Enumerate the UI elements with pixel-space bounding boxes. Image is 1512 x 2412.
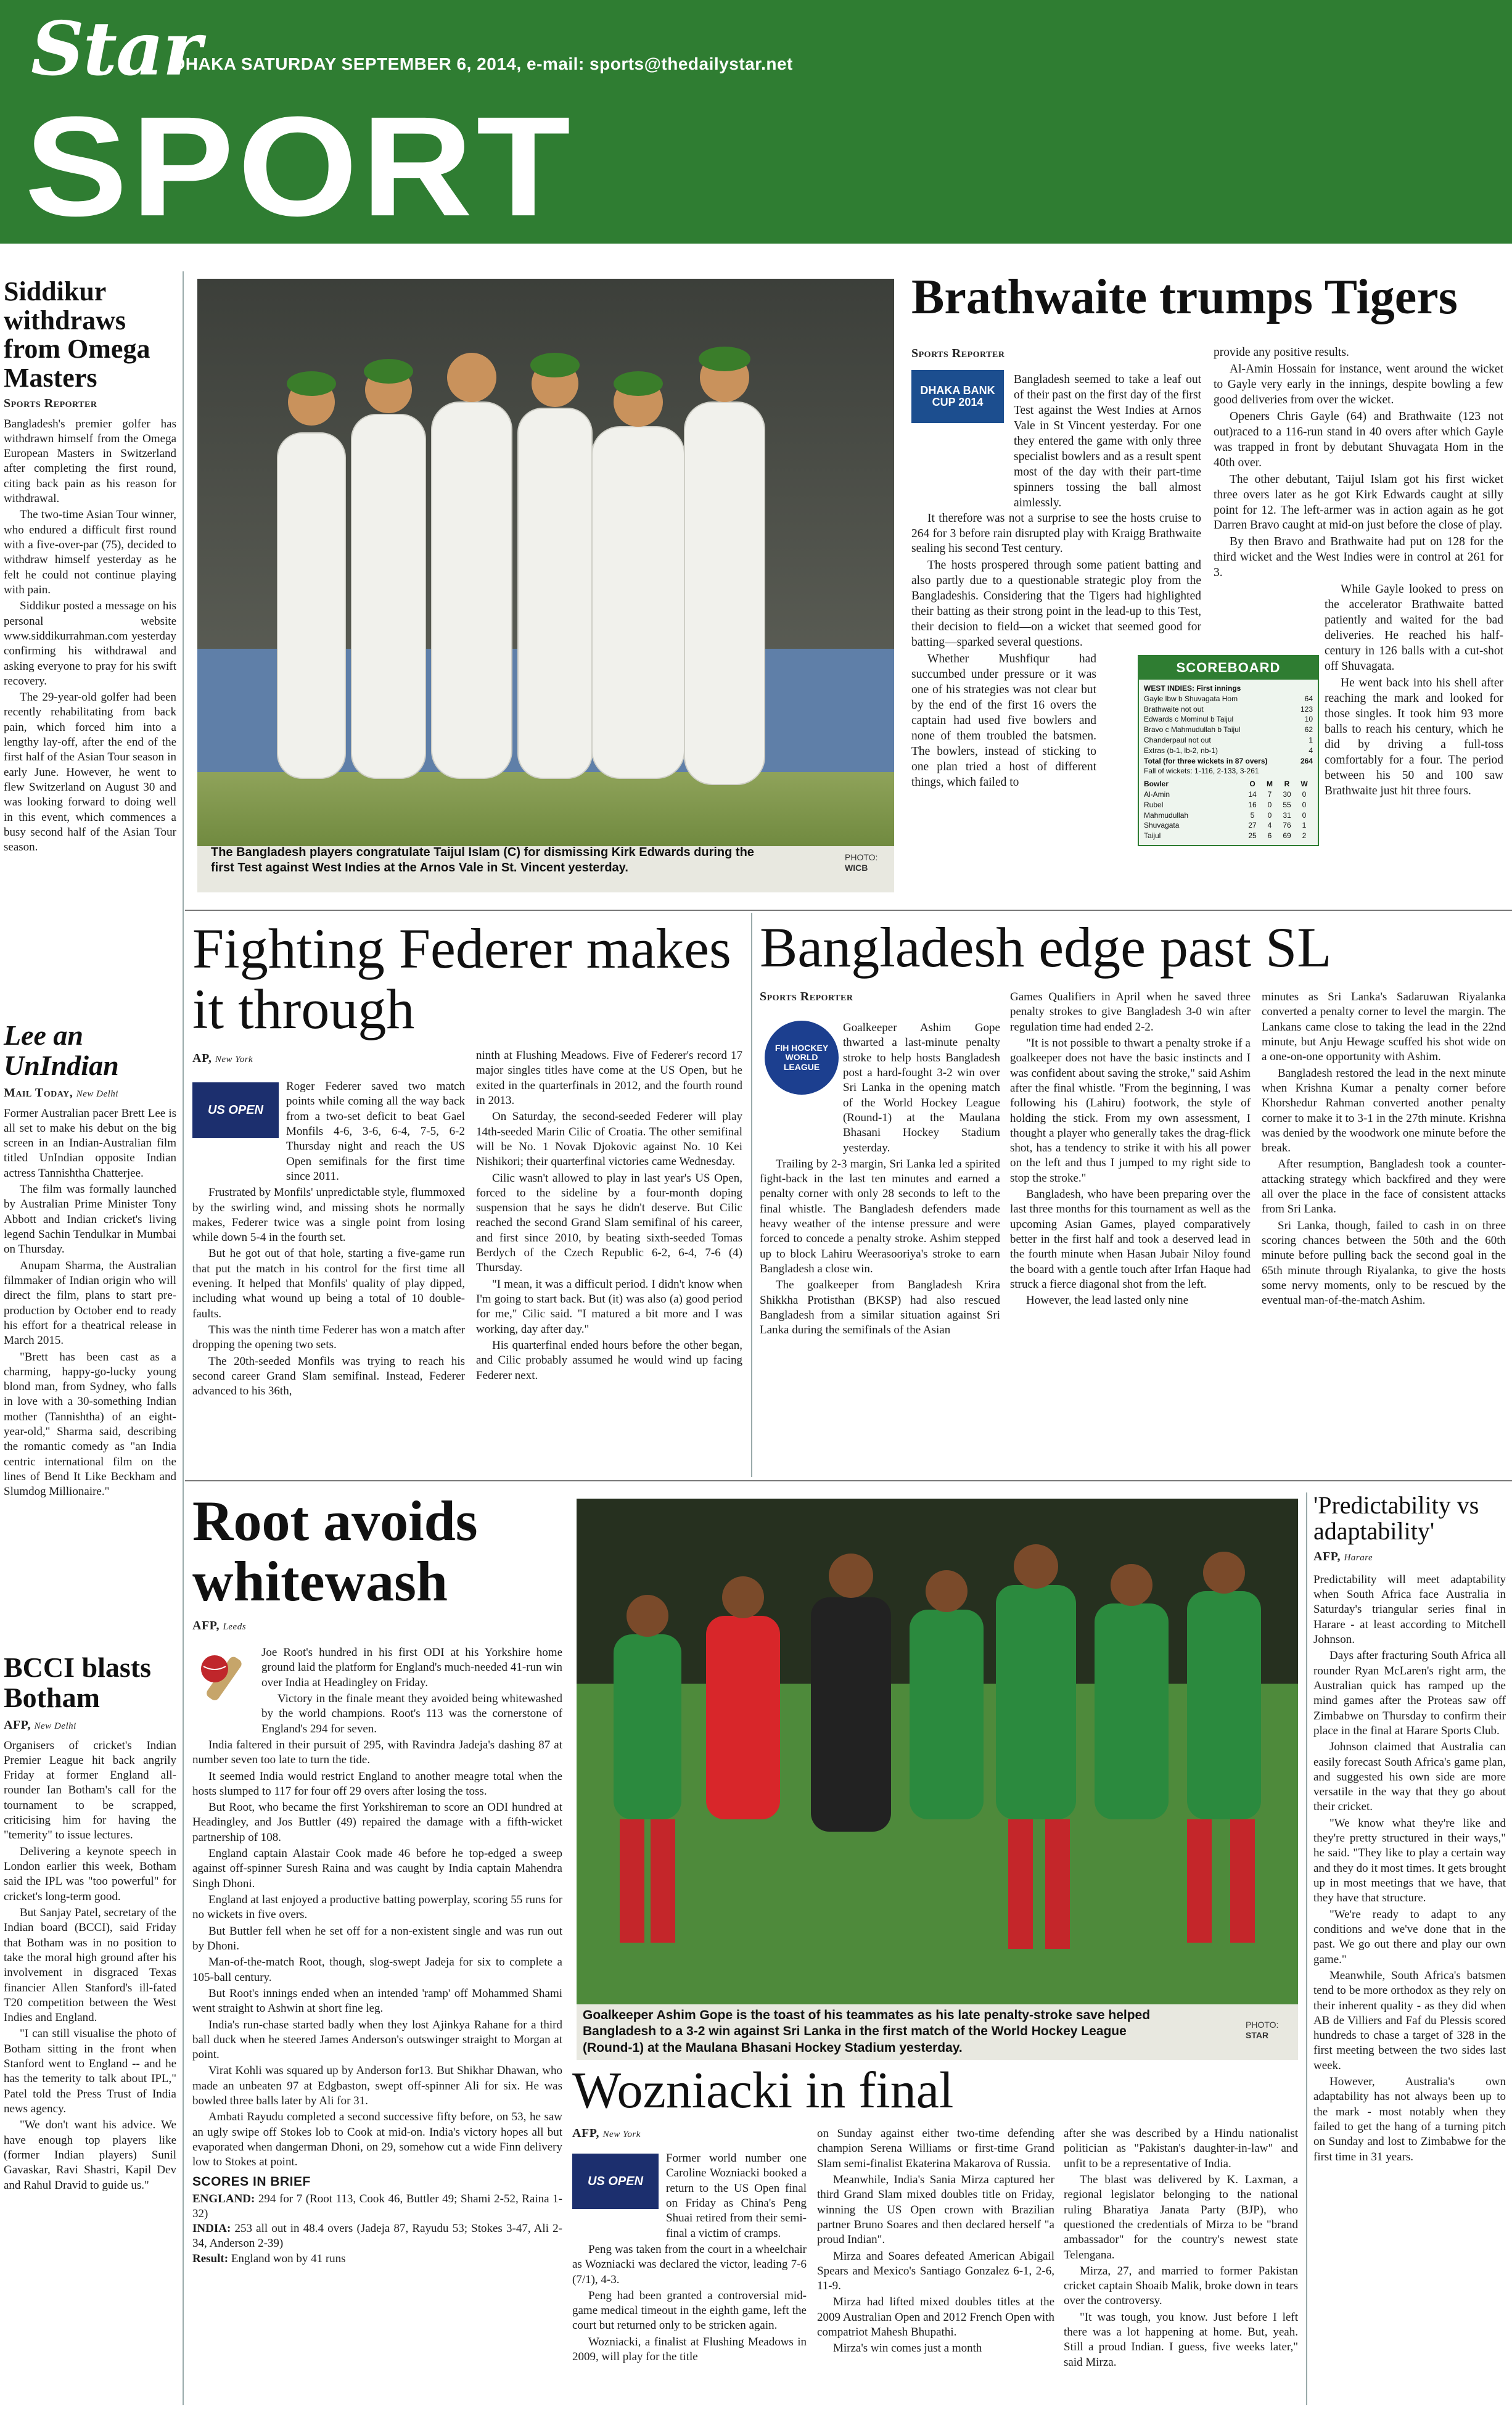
bowling-figure: 25 (1248, 831, 1257, 841)
paragraph: Organisers of cricket's Indian Premier League hit back angrily Friday at former England all-rounder Ian Botham's call for the tournament to be scrapped, criticising him for having the "temerity" to issue lectures. (4, 1739, 176, 1842)
runs: 62 (1304, 725, 1313, 735)
paragraph: "We're ready to adapt to any conditions and we've done that in the past. We go out there and play our own game." (1313, 1908, 1506, 1966)
paragraph: Johnson claimed that Australia can easily forecast South Africa's game plan, and suggested his own side are more versatile in the way that they go about their cricket. (1313, 1740, 1506, 1814)
paragraph: Bangladesh, who have been preparing over the last three months for this tournament as well as the upcoming Asian Games, played comparatively better in the first half and took a deserved lead in the fourth minute when Hasan Jubair Niloy found the board with a gentle touch after Irfan Haque had struck a fierce diagonal shot from the left. (1010, 1188, 1251, 1291)
column-rule (183, 271, 184, 2405)
paragraph: His quarterfinal ended hours before the other began, and Cilic probably assumed he would wind up facing Federer next. (476, 1338, 742, 1382)
paragraph: Mirza had lifted mixed doubles titles at the 2009 Australian Open and 2012 French Open with compatriot Mahesh Bhupathi. (817, 2295, 1054, 2339)
paragraph: India faltered in their pursuit of 295, with Ravindra Jadeja's dashing 87 at number seven too late to turn the tide. (192, 1738, 562, 1767)
bowler-name: Al-Amin (1144, 789, 1170, 799)
column-rule (751, 913, 752, 1477)
headline: Fighting Federer makes it through (192, 917, 731, 1040)
paragraph: Man-of-the-match Root, though, slog-swept Jadeja for six to complete a 105-ball century. (192, 1956, 562, 1984)
batting-row (1144, 694, 1313, 704)
bowling-figure: 55 (1283, 800, 1291, 809)
byline (192, 1052, 253, 1066)
paragraph: Meanwhile, South Africa's batsmen tend to be more orthodox as they rely on their inherent quality - as they did when AB de Villiers and Faf du Plessis scored hundreds to chase a target of 328 in the first meeting between the two sides last week. (1313, 1969, 1506, 2072)
paragraph: England captain Alastair Cook made 46 before he top-edged a sweep against off-spinner Suresh Raina and was caught by India captain Mahendra Singh Dhoni. (192, 1847, 562, 1890)
runs: 123 (1300, 704, 1313, 714)
paragraph: "I mean, it was a difficult period. I didn't know when I'm going to start back. But (it) was also (a) good period for me," Cilic said. "I matured a bit more and I was working, day after day." (476, 1277, 742, 1336)
headline: Root avoids whitewash (192, 1489, 478, 1613)
siddikur-story (4, 278, 176, 857)
paragraph: Meanwhile, India's Sania Mirza captured her third Grand Slam mixed doubles title on Friday, winning the US Open crown with Brazilian partner Bruno Soares and then declared herself "a proud Indian". (817, 2173, 1054, 2247)
photo-credit-label: PHOTO: (845, 852, 878, 862)
paragraph: India's run-chase started badly when they lost Ajinkya Rahane for a third ball duck when he steered James Anderson's outswinger straight to Morgan at point. (192, 2018, 562, 2062)
scoreboard-body (1139, 680, 1318, 845)
paragraph: But Sanjay Patel, secretary of the Indian board (BCCI), said Friday that Botham was in no position to take the moral high ground after his involvement in disgraced Texas financier Allen Stanford's ill-fated T20 competition between the West Indies and England. (4, 1906, 176, 2025)
paragraph: But Root, who became the first Yorkshireman to score an ODI hundred at Headingley, and Jos Buttler (49) repaired the damage with a fifth-wicket partnership of 108. (192, 1801, 562, 1844)
photo-credit (845, 852, 888, 873)
batsman: Bravo c Mahmudullah b Taijul (1144, 725, 1241, 735)
bowling-figure: 27 (1248, 821, 1257, 830)
masthead (0, 0, 1512, 244)
bowling-figure: W (1300, 780, 1308, 789)
score-line (192, 2252, 562, 2266)
paragraph: The film was formally launched by Australian Prime Minister Tony Abbott and Indian cricket's living legend Sachin Tendulkar in Mumbai on Thursday. (4, 1183, 176, 1256)
batting-row (1144, 725, 1313, 735)
bowling-figure: 2 (1302, 831, 1307, 841)
paragraph: Al-Amin Hossain for instance, went around the wicket to Gayle very early in the innings, despite bowling a few good deliveries from over the wicket. (1214, 362, 1503, 406)
runs: 64 (1304, 694, 1313, 703)
paragraph: Days after fracturing South Africa all rounder Ryan McLaren's right arm, the Australian quick has ramped up the mind games after the Proteas saw off Zimbabwe on Thursday to confirm their place in the final at Harare Sports Club. (1313, 1649, 1506, 1737)
paragraph: Bangladesh seemed to take a leaf out of their past on the first day of the first Test against the West Indies at Arnos Vale in St Vincent yesterday. For one they entered the game with only three specialist bowlers and as a result spent most of the day with their part-time spinners tossing the ball almost aimlessly. (1014, 373, 1201, 509)
paragraph: Openers Chris Gayle (64) and Brathwaite (123 not out)raced to a 116-run stand in 40 overs after which Gayle was trapped in front by debutant Shuvagata Hom in the 40th over. (1214, 410, 1503, 469)
hockey-photo-image (577, 1499, 1298, 2060)
bowling-figure: 76 (1283, 821, 1291, 830)
bowler-name: Mahmudullah (1144, 810, 1189, 820)
paragraph: Mirza and Soares defeated American Abigail Spears and Mexico's Santiago Gonzalez 6-1, 2-6, 11-9. (817, 2249, 1054, 2293)
photo-credit-label: PHOTO: (1246, 2020, 1279, 2030)
paragraph: on Sunday against either two-time defending champion Serena Williams or first-time Grand Slam semi-finalist Ekaterina Makarova of Russia. (817, 2127, 1054, 2170)
photo-credit-source: WICB (845, 862, 868, 873)
scores-in-brief (192, 2174, 562, 2266)
federer-col1 (192, 1079, 465, 1401)
dateline: DHAKA SATURDAY SEPTEMBER 6, 2014, e-mail: sports@thedailystar.net (173, 54, 793, 73)
paragraph: England at last enjoyed a productive batting powerplay, scoring 55 runs for no wickets in five overs. (192, 1893, 562, 1922)
bowling-row (1144, 800, 1313, 810)
byline (4, 1086, 176, 1100)
article-body (4, 1106, 176, 1500)
byline-agency: AFP, (1313, 1549, 1341, 1563)
paragraph: Bangladesh's premier golfer has withdrawn himself from the Omega European Masters in Switzerland after completing the first round, citing back pain as his reason for withdrawal. (4, 417, 176, 506)
hockey-col1 (760, 1021, 1000, 1340)
paragraph: Cilic wasn't allowed to play in last year's US Open, forced to the sideline by a four-month doping suspension that he says he didn't deserve. But Cilic reached the second Grand Slam semifinal of his career, and first since 2010, by beating sixth-seeded Tomas Berdych of the Czech Republic 6-2, 6-4, 7-6 (4) Thursday. (476, 1171, 742, 1275)
score-text: 253 all out in 48.4 overs (Jadeja 87, Rayudu 53; Stokes 3-47, Ali 2-34, Anderson 2-39) (192, 2222, 562, 2250)
paragraph: after she was described by a Hindu nationalist politician as "Pakistan's daughter-in-law" and unfit to be a representative of India. (1064, 2127, 1298, 2170)
bowler-name: Rubel (1144, 800, 1164, 809)
logo-text: FIH HOCKEY WORLD LEAGUE (774, 1042, 829, 1072)
paragraph: "Brett has been cast as a charming, happy-go-lucky young blond man, from Sydney, who falls in love with a 30-something Indian mother (Tannishtha) of an eight-year-old," Sharma said, describing the romantic comedy as "an India centric international film on the lines of Bend It Like Beckham and Slumdog Millionaire." (4, 1350, 176, 1499)
score-text: 294 for 7 (Root 113, Cook 46, Buttler 49; Shami 2-52, Raina 1-32) (192, 2192, 563, 2220)
federer-col2 (476, 1048, 742, 1385)
hockey-col2 (1010, 990, 1251, 1310)
paragraph: The 29-year-old golfer had been recently rehabilitating from back pain, which forced him into a lengthy lay-off, after the end of the first half of the Asian Tour season in early June. However, he went to flew Switzerland on August 30 and was looking forward to doing well in this event, which commences a busy second half of the Asian Tour season. (4, 691, 176, 854)
paragraph: Peng had been granted a controversial mid-game medical timeout in the eighth game, left the court but returned only to be stricken again. (572, 2289, 807, 2332)
cricket-photo-image (197, 279, 894, 892)
paragraph: Frustrated by Monfils' unpredictable style, flummoxed by the swirling wind, and missing shots he normally makes, Federer twice was a single point from losing while down 5-4 in the fourth set. (192, 1186, 465, 1245)
headline: Lee an UnIndian (4, 1019, 119, 1081)
logo-text: DHAKA BANK CUP 2014 (920, 384, 995, 408)
bowling-row (1144, 810, 1313, 821)
paragraph: Ambati Rayudu completed a second successive fifty before, on 53, he saw an ugly swipe off Stokes lob to Cook at mid-on. India's victory hopes all but evaporated when dangerman Dhoni, on 29, somehow cut a wide Finn delivery low to Stokes at point. (192, 2110, 562, 2169)
batsman: Gayle lbw b Shuvagata Hom (1144, 694, 1238, 703)
paragraph: provide any positive results. (1214, 346, 1349, 359)
paragraph: "We know what they're like and they're pretty structured in their ways," he said. "They like to play a certain way and they do it most times. It gets brought up in most meetings that we have, that they have that structure. (1313, 1816, 1506, 1905)
fall-of-wickets: Fall of wickets: 1-116, 2-133, 3-261 (1144, 767, 1259, 776)
byline (4, 1718, 176, 1732)
byline (192, 1619, 246, 1633)
photo-caption: Goalkeeper Ashim Gope is the toast of his teammates as his late penalty-stroke save helped Bangladesh to a 3-2 win against Sri Lanka in the first match of the World Hockey League (Round-1) at the Maulana Bhasani Hockey Stadium yesterday. (583, 2008, 1151, 2055)
bowling-figure: 4 (1267, 821, 1272, 830)
runs: 1 (1309, 735, 1313, 744)
brand-logo: Star (31, 6, 201, 93)
paragraph: But he got out of that hole, starting a five-game run that put the match in his control for the first time all evening. It helped that Monfils' quality of play dipped, including what wound up being a total of 10 double-faults. (192, 1247, 465, 1320)
headline: Bangladesh edge past SL (760, 916, 1332, 979)
paragraph: Peng was taken from the court in a wheelchair as Wozniacki was declared the victor, leading 7-6 (7/1), 4-3. (572, 2242, 807, 2286)
paragraph: The other debutant, Taijul Islam got his first wicket three overs later as he got Kirk Edwards caught at silly point for 12. The left-armer was in action again as he got Darren Bravo caught at mid-on just before the close of play. (1214, 472, 1503, 532)
paragraph: Joe Root's hundred in his first ODI at his Yorkshire home ground laid the platform for England's much-needed 41-run win over India at Headingley on Friday. (261, 1646, 562, 1689)
paragraph: However, Australia's own adaptability has not always been up to the mark - most notably when they failed to get the hang of a turning pitch on Sunday and lost to Zimbabwe for the first time in 31 years. (1313, 2075, 1506, 2163)
byline (572, 2126, 641, 2141)
paragraph: Bangladesh restored the lead in the next minute when Krishna Kumar a penalty corner before Khorshedur Rahman converted another penalty corner to make it to 3-1 in the 27th minute. Krishna was denied by the woodwork one minute before the break. (1262, 1066, 1506, 1155)
innings-title: WEST INDIES: First innings (1144, 684, 1241, 693)
paragraph: "It was tough, you know. Just before I left there was a lot happening at home. But, yeah. Still a proud Indian. I guess, five weeks later," said Mirza. (1064, 2310, 1298, 2369)
paragraph: Victory in the finale meant they avoided being whitewashed by the world champions. Root's 113 was the cornerstone of England's 294 for seven. (261, 1692, 562, 1735)
bowler-name: Taijul (1144, 831, 1161, 841)
photo-credit (1246, 2020, 1292, 2041)
paragraph: Siddikur posted a message on his personal website www.siddikurrahman.com yesterday confirming his withdrawal and asking everyone to pray for his swift recovery. (4, 599, 176, 688)
score-label: ENGLAND: (192, 2192, 255, 2205)
section-rule (185, 910, 1512, 911)
score-line (192, 2192, 562, 2222)
byline-location: New York (602, 2130, 641, 2139)
batsman: Edwards c Mominul b Taijul (1144, 715, 1234, 724)
lee-story (4, 1021, 176, 1501)
bowling-figure: 7 (1267, 789, 1272, 799)
paragraph: The 20th-seeded Monfils was trying to reach his second career Grand Slam semifinal. Instead, Federer advanced to his 36th, (192, 1354, 465, 1398)
bowling-figure: 1 (1302, 821, 1307, 830)
score-label: Result: (192, 2252, 229, 2265)
scores-title: SCORES IN BRIEF (192, 2174, 311, 2189)
hockey-photo (577, 1499, 1298, 2060)
bowling-row (1144, 831, 1313, 841)
photo-credit-source: STAR (1246, 2030, 1269, 2040)
predictability-story (1313, 1492, 1506, 2166)
bowling-figure: R (1284, 780, 1290, 789)
paragraph: Whether Mushfiqur had succumbed under pressure or it was one of his strategies was not clear but by the end of the first 16 overs the captain had used five bowlers and none of them troubled the batsmen. The bowlers, instead of sticking to one plan tried a host of different things, which failed to (911, 652, 1096, 789)
byline-agency: AP, (192, 1052, 212, 1065)
byline-agency: AFP, (192, 1619, 220, 1632)
bowling-figure: M (1267, 780, 1273, 789)
paragraph: He went back into his shell after reaching the mark and looked for those singles. It took him 93 more balls to reach his century, which he did by driving a full-toss comfortably for a four. The period between his 50 and 100 saw Brathwaite just hit three fours. (1325, 677, 1503, 797)
byline-agency: AFP, (4, 1718, 31, 1732)
paragraph: Mirza's win comes just a month (833, 2342, 982, 2355)
paragraph: "We don't want his advice. We have enough top players like (former Indian players) Sunil Gavaskar, Ravi Shastri, Kapil Dev and Rahul Dravid to guide us." (4, 2118, 176, 2192)
paragraph: Mirza, 27, and married to former Pakistan cricket captain Shoaib Malik, broke down in tears over the controversy. (1064, 2264, 1298, 2308)
byline: Sports Reporter (760, 990, 853, 1003)
headline: 'Predictability vs adaptability' (1313, 1491, 1479, 1546)
runs: 4 (1309, 746, 1313, 755)
wozniacki-col2 (817, 2126, 1054, 2358)
byline: Sports Reporter (911, 347, 1005, 360)
bowler-name: Shuvagata (1144, 821, 1180, 830)
bowling-figure: 69 (1283, 831, 1291, 841)
wozniacki-col3 (1064, 2126, 1298, 2371)
batting-row (1144, 704, 1313, 715)
bowling-figure: 0 (1302, 800, 1307, 809)
paragraph: Predictability will meet adaptability when South Africa face Australia in Saturday's triangular series final in Harare - at least according to Mitchell Johnson. (1313, 1573, 1506, 1647)
batsman: Chanderpaul not out (1144, 735, 1211, 744)
byline-location: New Delhi (34, 1721, 76, 1731)
bowling-figure: 14 (1248, 789, 1257, 799)
bowling-figure: 0 (1267, 810, 1272, 820)
root-body (192, 1645, 562, 2266)
batting-row (1144, 746, 1313, 756)
paragraph: Delivering a keynote speech in London earlier this week, Botham said the IPL was "too powerful" for cricket's long-term good. (4, 1845, 176, 1903)
headline: Wozniacki in final (572, 2062, 954, 2119)
batsman: Brathwaite not out (1144, 704, 1204, 714)
paragraph: Virat Kohli was squared up by Anderson for13. But Shikhar Dhawan, who made an unbeaten 97 at Edgbaston, swept off-spinner Ali for six. He was bowled three balls later by Ali for 31. (192, 2064, 562, 2108)
paragraph: After resumption, Bangladesh took a counter-attacking strategy which backfired and they were all over the place in the face of consistent attacks from Sri Lanka. (1262, 1158, 1506, 1216)
section-title: SPORT (25, 87, 575, 245)
bowling-row (1144, 789, 1313, 800)
column-rule (1306, 1492, 1307, 2405)
hockey-col3 (1262, 990, 1506, 1310)
logo-text: US OPEN (587, 2174, 644, 2188)
paragraph: Roger Federer saved two match points while coming all the way back from a two-set deficit to beat Gael Monfils 4-6, 3-6, 6-4, 7-5, 6-2 Thursday night and reach the US Open semifinals for the first time since 2011. (286, 1080, 465, 1183)
photo-caption: The Bangladesh players congratulate Taijul Islam (C) for dismissing Kirk Edwards during the first Test against West Indies at the Arnos Vale in St. Vincent yesterday. (211, 846, 754, 875)
cricket-photo (197, 279, 894, 892)
scoreboard-title: SCOREBOARD (1139, 656, 1318, 680)
wozniacki-col1 (572, 2151, 807, 2366)
byline-location: Harare (1344, 1552, 1373, 1563)
paragraph: Games Qualifiers in April when he saved three penalty strokes to give Bangladesh 3-0 win after regulation time had ended 2-2. (1010, 990, 1251, 1034)
article-body (4, 417, 176, 855)
paragraph: It seemed India would restrict England to another meagre total when the hosts slumped to 117 for four off 29 overs after losing the toss. (192, 1769, 562, 1798)
byline-agency: AFP, (572, 2126, 600, 2140)
paragraph: Wozniacki, a finalist at Flushing Meadows in 2009, will play for the title (572, 2335, 807, 2364)
score-line (192, 2221, 562, 2252)
byline-location: New Delhi (76, 1089, 118, 1099)
paragraph: It therefore was not a surprise to see the hosts cruise to 264 for 3 before rain disrupted play with Kraigg Brathwaite sealing his second Test century. (911, 511, 1201, 556)
bowling-figure: 6 (1267, 831, 1272, 841)
paragraph: Trailing by 2-3 margin, Sri Lanka led a spirited fight-back in the last ten minutes and earned a penalty corner with only 28 seconds to left to the final whistle. The Bangladesh defenders made heavy weather of the intense pressure and were forced to concede a penalty stroke. Ashim stepped up to block Lahiru Weerasooriya's stroke to earn Bangladesh a close win. (760, 1157, 1000, 1275)
bowling-figure: 0 (1302, 789, 1307, 799)
logo-text: US OPEN (207, 1103, 264, 1117)
paragraph: The blast was delivered by K. Laxman, a regional legislator belonging to the national ruling Bharatiya Janata Party (BJP), who questioned the credentials of Mirza to be "brand ambassador" for the country's newest state Telengana. (1064, 2173, 1298, 2262)
paragraph: This was the ninth time Federer has won a match after dropping the opening two sets. (192, 1323, 465, 1352)
scoreboard (1138, 655, 1319, 846)
batsman: Total (for three wickets in 87 overs) (1144, 756, 1268, 765)
paragraph: By then Bravo and Brathwaite had put on 128 for the third wicket and the West Indies were in control at 261 for 3. (1214, 535, 1503, 580)
paragraph: Goalkeeper Ashim Gope thwarted a last-minute penalty stroke to help hosts Bangladesh post a hard-fought 3-2 win over Sri Lanka in the opening match of the World Hockey League (Round-1) at the Maulana Bhasani Hockey Stadium yesterday. (843, 1021, 1000, 1155)
batting-row (1144, 714, 1313, 725)
paragraph: On Saturday, the second-seeded Federer will play 14th-seeded Marin Cilic of Croatia. The other semifinal will be No. 1 Novak Djokovic against No. 10 Kei Nishikori; their quarterfinal victories came Wednesday. (476, 1110, 742, 1169)
byline-location: New York (215, 1055, 253, 1064)
article-body (4, 1739, 176, 2193)
paragraph: However, the lead lasted only nine (1026, 1294, 1189, 1307)
batting-row (1144, 735, 1313, 746)
section-rule (185, 1480, 1512, 1481)
paragraph: Sri Lanka, though, failed to cash in on three scoring chances between the 50th and the 60th minute before pulling back the second goal in the 65th minute through Riyalanka, to give the hosts some nervy moments, only to be rescued by the eventual man-of-the-match Ashim. (1262, 1219, 1506, 1307)
bowling-figure: 0 (1302, 810, 1307, 820)
paragraph: minutes as Sri Lanka's Sadaruwan Riyalanka converted a penalty corner to level the margin. The Lankans came close to taking the lead in the 22nd minute, but Anju Hewage scuffed his shot wide on a one-on-one opportunity with Ashim. (1262, 990, 1506, 1064)
bowling-figure: 16 (1248, 800, 1257, 809)
bowling-figure: 5 (1250, 810, 1255, 820)
byline: Sports Reporter (4, 396, 97, 410)
bcci-story (4, 1653, 176, 2194)
byline (1313, 1550, 1506, 1564)
batsman: Extras (b-1, lb-2, nb-1) (1144, 746, 1218, 755)
runs: 10 (1304, 715, 1313, 724)
bowling-table (1144, 779, 1313, 841)
score-label: INDIA: (192, 2222, 231, 2236)
bowling-figure: O (1249, 780, 1255, 789)
runs: 264 (1300, 756, 1313, 765)
bowler-name: Bowler (1144, 780, 1169, 789)
article-body (1313, 1573, 1506, 2165)
batting-row (1144, 756, 1313, 767)
bowling-figure: 31 (1283, 810, 1291, 820)
paragraph: ninth at Flushing Meadows. Five of Federer's record 17 major singles titles have come at the US Open, but he exited in the quarterfinals in 2012, and the fourth round in 2013. (476, 1049, 742, 1107)
bowling-figure: 0 (1267, 800, 1272, 809)
paragraph: Anupam Sharma, the Australian filmmaker of Indian origin who will direct the film, plans to start pre-production by October end to ready his effort for a theatrical release in March 2015. (4, 1259, 176, 1348)
paragraph: While Gayle looked to press on the accelerator Brathwaite batted patiently and waited for the bad deliveries. He reached his half-century in 126 balls with a cut-shot off Shuvagata. (1325, 583, 1503, 673)
paragraph: The hosts prospered through some patient batting and also partly due to a questionable strategic ploy from the Bangladeshis. Considering that the Tigers had highlighted their batting as their strong point in the lead-up to this Test, their decision to field—on a wicket that seemed good for batting—sparked several questions. (911, 559, 1201, 649)
headline: Siddikur withdraws from Omega Masters (4, 276, 150, 393)
headline: Brathwaite trumps Tigers (911, 270, 1458, 324)
bowling-row (1144, 820, 1313, 831)
paragraph: But Root's innings ended when an intended 'ramp' off Mohammed Shami went straight to Ashwin at short fine leg. (192, 1986, 562, 2015)
paragraph: The two-time Asian Tour winner, who endured a difficult first round with a five-over-par (75), decided to withdraw himself yesterday as he felt he could not continue playing with pain. (4, 508, 176, 596)
headline: BCCI blasts Botham (4, 1652, 152, 1713)
byline-location: Leeds (223, 1622, 247, 1632)
paragraph: Former world number one Caroline Wozniacki booked a return to the US Open final on Friday as China's Peng Shuai retired from their semi-final a victim of cramps. (666, 2152, 807, 2240)
paragraph: Former Australian pacer Brett Lee is all set to make his debut on the big screen in an Indian-Australian film titled UnIndian opposite Indian actress Tannishtha Chatterjee. (4, 1106, 176, 1180)
byline-agency: Mail Today, (4, 1085, 73, 1100)
paragraph: "I can still visualise the photo of Botham sitting in the front when Stanford went to England -- and he has the temerity to talk about IPL," Patel told the Press Trust of India news agency. (4, 2027, 176, 2115)
paragraph: But Buttler fell when he set off for a non-existent single and was run out by Dhoni. (192, 1924, 562, 1953)
bowling-header (1144, 779, 1313, 789)
batting-list (1144, 694, 1313, 767)
bowling-figure: 30 (1283, 789, 1291, 799)
paragraph: "It is not possible to thwart a penalty stroke if a goalkeeper does not have the basic instincts and I was confident about saving the stroke," said Ashim after the final whistle. "From the beginning, I was following his (Lahiru) footwork, the style of holding the stick. From my own assessment, I thought a player who generally takes the drag-flick shot, has a tendency to strike it with his all power on the left and thus I jumped to my right side to stop the stroke." (1010, 1036, 1251, 1185)
paragraph: The goalkeeper from Bangladesh Krira Shikkha Protisthan (BKSP) had also rescued Bangladesh from a similar situation against Sri Lanka during the semifinals of the Asian (760, 1278, 1000, 1337)
score-text: England won by 41 runs (231, 2252, 346, 2265)
